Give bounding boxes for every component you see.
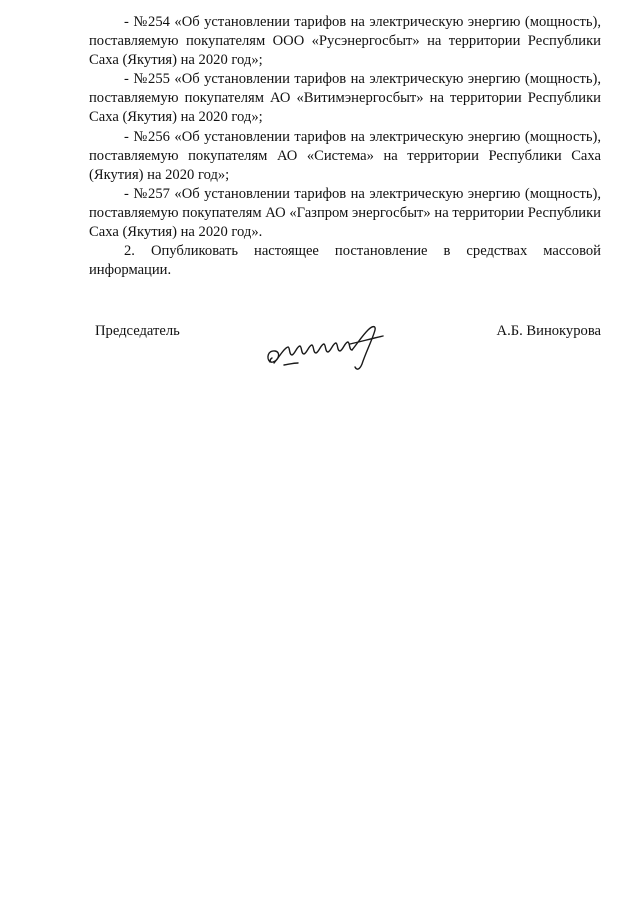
paragraph-resolution-257: - №257 «Об установлении тарифов на электрическую энергию (мощность), поставляемую покупателям АО «Газпром энергосбыт» на территории Республики Саха (Якутия) на 2020 год». xyxy=(89,185,601,241)
document-body xyxy=(89,13,601,280)
paragraph-resolution-255: - №255 «Об установлении тарифов на электрическую энергию (мощность), поставляемую покупателям АО «Витимэнергосбыт» на территории Республики Саха (Якутия) на 2020 год»; xyxy=(89,71,601,126)
paragraph-publish-clause: 2. Опубликовать настоящее постановление в средствах массовой информации. xyxy=(89,243,601,279)
signatory-name: А.Б. Винокурова xyxy=(496,323,601,339)
handwritten-signature xyxy=(262,322,392,374)
paragraph-resolution-254: - №254 «Об установлении тарифов на электрическую энергию (мощность), поставляемую покупателям ООО «Русэнергосбыт» на территории Республики Саха (Якутия) на 2020 год»; xyxy=(89,14,601,69)
paragraph-resolution-256: - №256 «Об установлении тарифов на электрическую энергию (мощность), поставляемую покупателям АО «Система» на территории Республики Саха (Якутия) на 2020 год»; xyxy=(89,128,601,183)
signatory-title: Председатель xyxy=(95,323,180,339)
